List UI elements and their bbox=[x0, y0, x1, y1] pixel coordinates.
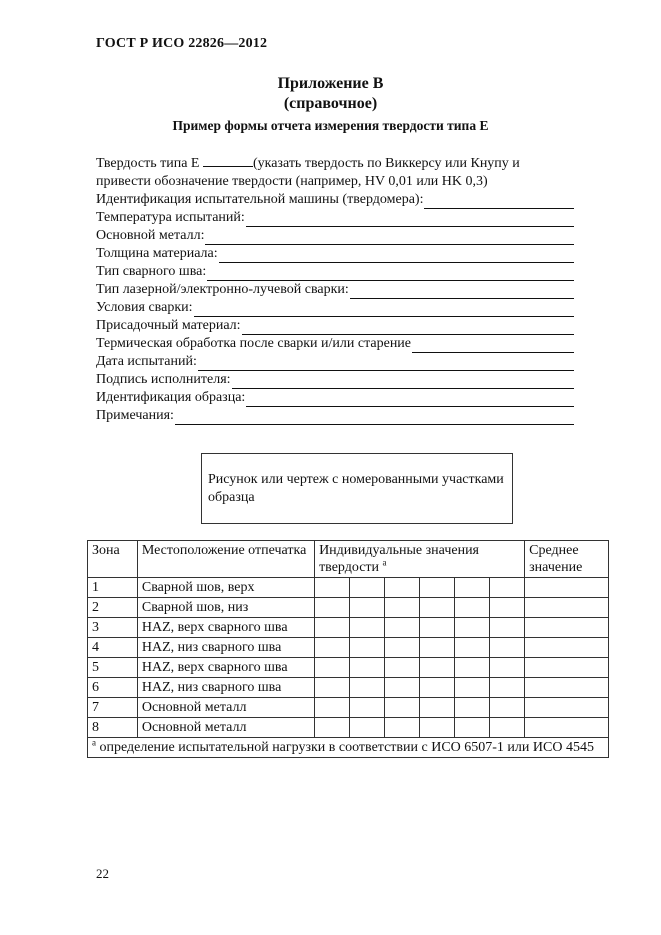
table-row bbox=[88, 658, 609, 678]
form-line-test-date bbox=[96, 353, 574, 371]
table-row bbox=[88, 618, 609, 638]
hardness-value-cell bbox=[350, 638, 385, 658]
hardness-value-cell bbox=[350, 618, 385, 638]
location-cell: Основной металл bbox=[137, 718, 314, 738]
average-value-cell bbox=[525, 638, 609, 658]
base-metal-label: Основной металл: bbox=[96, 228, 205, 243]
table-footnote-row bbox=[88, 738, 609, 758]
zone-cell: 6 bbox=[88, 678, 138, 698]
header-footnote-mark: а bbox=[382, 557, 387, 568]
table-footnote bbox=[88, 738, 609, 758]
hardness-value-cell bbox=[490, 618, 525, 638]
hardness-value-cell bbox=[315, 598, 350, 618]
hardness-value-cell bbox=[490, 638, 525, 658]
location-cell: HAZ, верх сварного шва bbox=[137, 618, 314, 638]
form-line-notes bbox=[96, 407, 574, 425]
hardness-value-cell bbox=[490, 578, 525, 598]
hardness-value-cell bbox=[315, 698, 350, 718]
specimen-id-blank bbox=[246, 392, 574, 407]
machine-blank bbox=[424, 194, 574, 209]
specimen-id-label: Идентификация образца: bbox=[96, 390, 246, 405]
annex-subtitle: (справочное) bbox=[283, 95, 378, 112]
figure-placeholder-text: Рисунок или чертеж с номерованными участками образца bbox=[208, 472, 504, 505]
hardness-value-cell bbox=[315, 718, 350, 738]
hardness-value-cell bbox=[420, 578, 455, 598]
report-form bbox=[96, 153, 574, 425]
temperature-blank bbox=[246, 212, 574, 227]
filler-blank bbox=[242, 320, 574, 335]
hardness-value-cell bbox=[315, 578, 350, 598]
form-line-post-weld bbox=[96, 335, 574, 353]
table-header-row bbox=[88, 541, 609, 578]
thickness-blank bbox=[219, 248, 574, 263]
average-value-cell bbox=[525, 698, 609, 718]
weld-type-blank bbox=[207, 266, 574, 281]
hardness-value-cell bbox=[455, 638, 490, 658]
average-value-cell bbox=[525, 678, 609, 698]
zone-cell: 3 bbox=[88, 618, 138, 638]
average-value-cell bbox=[525, 718, 609, 738]
header-individual-text: Индивидуальные значения твердости bbox=[319, 543, 479, 575]
hardness-value-cell bbox=[455, 578, 490, 598]
form-line-hardness bbox=[96, 153, 574, 191]
form-line-welding-conditions bbox=[96, 299, 574, 317]
laser-ebw-label: Тип лазерной/электронно-лучевой сварки: bbox=[96, 282, 349, 297]
location-cell: Сварной шов, верх bbox=[137, 578, 314, 598]
hardness-value-cell bbox=[385, 658, 420, 678]
zone-cell: 1 bbox=[88, 578, 138, 598]
signature-blank bbox=[232, 374, 574, 389]
table-row bbox=[88, 598, 609, 618]
hardness-value-cell bbox=[455, 658, 490, 678]
table-row bbox=[88, 698, 609, 718]
hardness-value-cell bbox=[350, 578, 385, 598]
annex-title: Приложение В bbox=[277, 75, 384, 92]
average-value-cell bbox=[525, 598, 609, 618]
hardness-value-cell bbox=[420, 598, 455, 618]
hardness-label: Твердость типа Е bbox=[96, 156, 203, 171]
hardness-value-cell bbox=[350, 658, 385, 678]
hardness-value-cell bbox=[420, 658, 455, 678]
notes-blank bbox=[175, 410, 574, 425]
table-row bbox=[88, 638, 609, 658]
location-cell: HAZ, верх сварного шва bbox=[137, 658, 314, 678]
form-line-signature bbox=[96, 371, 574, 389]
form-line-filler bbox=[96, 317, 574, 335]
notes-label: Примечания: bbox=[96, 408, 174, 423]
hardness-blank bbox=[203, 153, 253, 167]
average-value-cell bbox=[525, 658, 609, 678]
location-cell: HAZ, низ сварного шва bbox=[137, 638, 314, 658]
hardness-value-cell bbox=[420, 638, 455, 658]
header-individual-values bbox=[315, 541, 525, 578]
form-line-base-metal bbox=[96, 227, 574, 245]
zone-cell: 4 bbox=[88, 638, 138, 658]
location-cell: HAZ, низ сварного шва bbox=[137, 678, 314, 698]
form-line-temperature bbox=[96, 209, 574, 227]
hardness-value-cell bbox=[385, 638, 420, 658]
header-average: Среднее значение bbox=[525, 541, 609, 578]
figure-placeholder-box bbox=[201, 453, 513, 524]
welding-conditions-blank bbox=[194, 302, 574, 317]
test-date-blank bbox=[198, 356, 574, 371]
hardness-value-cell bbox=[385, 718, 420, 738]
hardness-value-cell bbox=[385, 618, 420, 638]
annex-caption: Пример формы отчета измерения твердости типа Е bbox=[172, 118, 489, 133]
hardness-value-cell bbox=[490, 718, 525, 738]
hardness-value-cell bbox=[490, 678, 525, 698]
hardness-value-cell bbox=[315, 658, 350, 678]
hardness-value-cell bbox=[315, 618, 350, 638]
form-line-laser-ebw bbox=[96, 281, 574, 299]
hardness-value-cell bbox=[350, 698, 385, 718]
test-date-label: Дата испытаний: bbox=[96, 354, 197, 369]
footnote-mark: а bbox=[92, 737, 96, 748]
document-header: ГОСТ Р ИСО 22826—2012 bbox=[96, 36, 268, 51]
average-value-cell bbox=[525, 578, 609, 598]
table-row bbox=[88, 578, 609, 598]
hardness-value-cell bbox=[420, 678, 455, 698]
average-value-cell bbox=[525, 618, 609, 638]
hardness-value-cell bbox=[490, 658, 525, 678]
filler-label: Присадочный материал: bbox=[96, 318, 241, 333]
footnote-text: определение испытательной нагрузки в соответствии с ИСО 6507-1 или ИСО 4545 bbox=[96, 740, 594, 755]
zone-cell: 7 bbox=[88, 698, 138, 718]
hardness-value-cell bbox=[455, 698, 490, 718]
page-number: 22 bbox=[96, 866, 109, 881]
location-cell: Основной металл bbox=[137, 698, 314, 718]
hardness-instruction: (указать твердость по Виккерсу или Кнупу и привести обозначение твердости (например, HV 0,01 или HK 0,3) bbox=[96, 156, 520, 189]
laser-ebw-blank bbox=[350, 284, 574, 299]
hardness-value-cell bbox=[420, 718, 455, 738]
welding-conditions-label: Условия сварки: bbox=[96, 300, 193, 315]
machine-label: Идентификация испытательной машины (твердомера): bbox=[96, 192, 424, 207]
hardness-value-cell bbox=[420, 618, 455, 638]
hardness-value-cell bbox=[455, 678, 490, 698]
post-weld-blank bbox=[412, 338, 574, 353]
base-metal-blank bbox=[205, 230, 574, 245]
hardness-value-cell bbox=[385, 578, 420, 598]
hardness-value-cell bbox=[350, 678, 385, 698]
hardness-value-cell bbox=[420, 698, 455, 718]
zone-cell: 5 bbox=[88, 658, 138, 678]
hardness-value-cell bbox=[315, 678, 350, 698]
hardness-value-cell bbox=[385, 598, 420, 618]
form-line-machine bbox=[96, 191, 574, 209]
hardness-results-table bbox=[87, 540, 609, 758]
hardness-value-cell bbox=[350, 718, 385, 738]
weld-type-label: Тип сварного шва: bbox=[96, 264, 207, 279]
table-row bbox=[88, 678, 609, 698]
post-weld-label: Термическая обработка после сварки и/или старение bbox=[96, 336, 412, 351]
header-zone: Зона bbox=[88, 541, 138, 578]
hardness-value-cell bbox=[490, 598, 525, 618]
location-cell: Сварной шов, низ bbox=[137, 598, 314, 618]
hardness-value-cell bbox=[385, 678, 420, 698]
temperature-label: Температура испытаний: bbox=[96, 210, 245, 225]
table-row bbox=[88, 718, 609, 738]
signature-label: Подпись исполнителя: bbox=[96, 372, 231, 387]
thickness-label: Толщина материала: bbox=[96, 246, 218, 261]
zone-cell: 2 bbox=[88, 598, 138, 618]
hardness-value-cell bbox=[350, 598, 385, 618]
zone-cell: 8 bbox=[88, 718, 138, 738]
form-line-weld-type bbox=[96, 263, 574, 281]
form-line-thickness bbox=[96, 245, 574, 263]
form-line-specimen-id bbox=[96, 389, 574, 407]
hardness-value-cell bbox=[490, 698, 525, 718]
hardness-value-cell bbox=[455, 618, 490, 638]
hardness-value-cell bbox=[385, 698, 420, 718]
hardness-value-cell bbox=[455, 598, 490, 618]
hardness-value-cell bbox=[455, 718, 490, 738]
hardness-value-cell bbox=[315, 638, 350, 658]
header-location: Местоположение отпечатка bbox=[137, 541, 314, 578]
